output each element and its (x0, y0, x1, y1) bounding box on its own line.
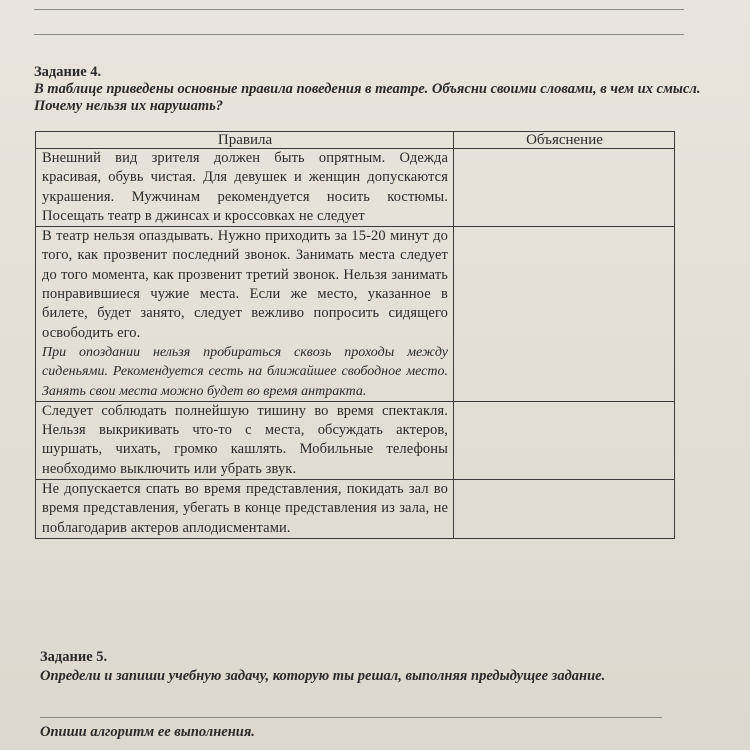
task5-title: Задание 5. (40, 649, 108, 665)
task4-header (34, 64, 714, 115)
answer-line-top-2 (34, 34, 684, 35)
explanation-cell[interactable] (454, 480, 675, 539)
task5-text: Определи и запиши учебную задачу, которую ты решал, выполняя предыдущее задание. (40, 668, 606, 684)
task5-block (40, 648, 700, 686)
explanation-cell[interactable] (454, 401, 675, 479)
rule-text: Следует соблюдать полнейшую тишину во время спектакля. Нельзя выкрикивать что-то с места, обсуждать актеров, шуршать, чихать, громко кашлять. Мобильные телефоны необходимо выключить или убрать звук. (42, 402, 448, 477)
task4-title: Задание 4. (34, 64, 102, 80)
column-header-explanation: Объяснение (454, 132, 675, 149)
table-row (36, 227, 675, 402)
answer-line-task5 (40, 717, 662, 718)
rule-cell (36, 401, 454, 479)
explanation-cell[interactable] (454, 149, 675, 227)
answer-line-top-1 (34, 9, 684, 10)
rule-cell (36, 149, 454, 227)
table-row (36, 480, 675, 539)
rule-cell (36, 480, 454, 539)
rule-cell (36, 227, 454, 402)
rules-table (35, 131, 675, 539)
table-row (36, 149, 675, 227)
explanation-cell[interactable] (454, 227, 675, 402)
table-header-row (36, 132, 675, 149)
task5-subtext-block (40, 723, 700, 742)
task5-subtext: Опиши алгоритм ее выполнения. (40, 724, 255, 740)
task4-text: В таблице приведены основные правила поведения в театре. Объясни своими словами, в чем их смысл. Почему нельзя их нарушать? (34, 81, 701, 114)
table-row (36, 401, 675, 479)
rule-italic-text: При опоздании нельзя пробираться сквозь проходы между сиденьями. Рекомендуется сесть на ближайшее свободное место. Занять свои места можно будет во время антракта. (42, 344, 448, 399)
rule-text: Не допускается спать во время представления, покидать зал во время представления, убегать в конце представления из зала, не поблагодарив актеров аплодисментами. (42, 481, 448, 536)
column-header-rules: Правила (36, 132, 454, 149)
rule-text: В театр нельзя опаздывать. Нужно приходить за 15-20 минут до того, как прозвенит последний звонок. Занимать места следует до того момента, как прозвенит третий звонок. Нельзя занимать понравившиеся чужие места. Если же место, указанное в билете, будет занято, следует вежливо попросить сидящего освободить его. (42, 228, 448, 341)
rule-text: Внешний вид зрителя должен быть опрятным. Одежда красивая, обувь чистая. Для девушек и женщин допускаются украшения. Мужчинам рекомендуется носить костюмы. Посещать театр в джинсах и кроссовках не следует (42, 150, 448, 224)
